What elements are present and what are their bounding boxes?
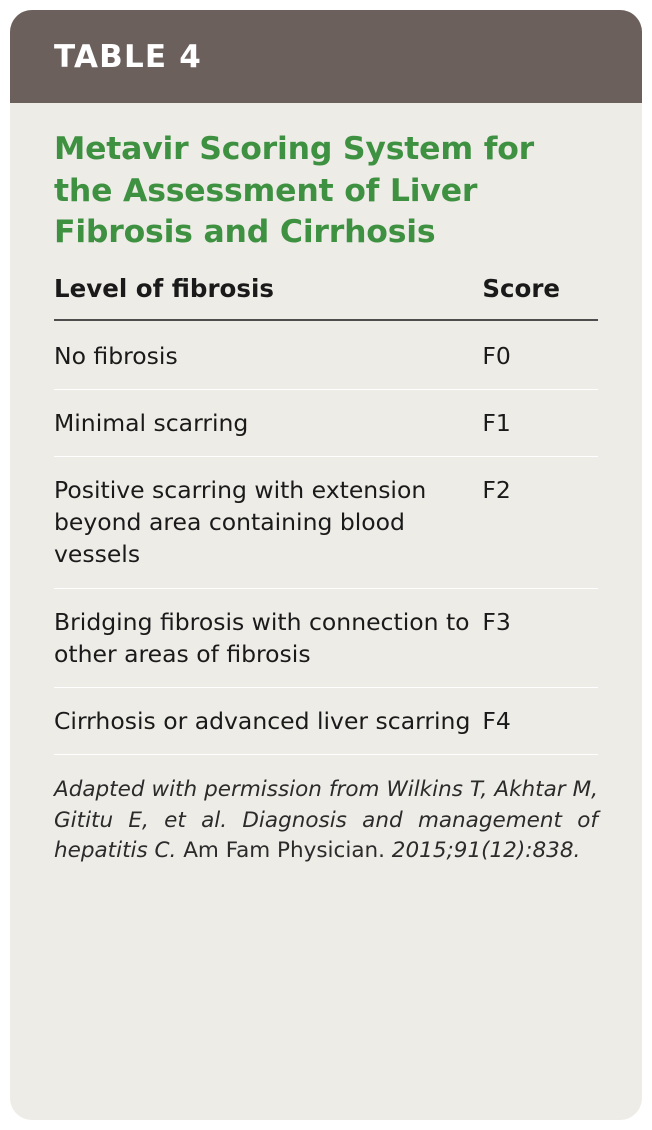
- cell-score: F3: [482, 607, 511, 636]
- table-footnote: [54, 775, 598, 867]
- metavir-score-table: [54, 274, 598, 756]
- footnote-source-text: Adapted with permission from Wilkins T, Akhtar M, Gititu E, et al. Diagnosis and management of hepatitis C.: [54, 777, 598, 864]
- cell-score: F2: [482, 476, 511, 505]
- table-body: [10, 103, 642, 755]
- table-title: Metavir Scoring System for the Assessment of Liver Fibrosis and Cirrhosis: [54, 131, 534, 251]
- table-row: [54, 688, 598, 755]
- column-header-score: Score: [482, 273, 561, 303]
- table-header-bar: [10, 10, 642, 103]
- cell-score: F4: [482, 707, 511, 736]
- table-row: [54, 320, 598, 390]
- footnote-citation: 2015;91(12):838.: [384, 838, 581, 864]
- cell-score: F0: [482, 341, 511, 370]
- table-number-label: TABLE 4: [54, 38, 203, 75]
- cell-level: Minimal scarring: [54, 408, 249, 437]
- cell-level: No fibrosis: [54, 341, 178, 370]
- cell-score: F1: [482, 408, 511, 437]
- table-row: [54, 389, 598, 456]
- table-body-rows: [54, 320, 598, 755]
- cell-level: Bridging fibrosis with connection to other areas of fibrosis: [54, 607, 470, 668]
- column-header-level: Level of fibrosis: [54, 273, 274, 303]
- footnote-journal-name: Am Fam Physician.: [176, 838, 385, 864]
- table-row: [54, 457, 598, 589]
- table-header-row: [54, 274, 598, 320]
- cell-level: Cirrhosis or advanced liver scarring: [54, 707, 471, 736]
- table-head: [54, 274, 598, 320]
- table-row: [54, 588, 598, 687]
- cell-level: Positive scarring with extension beyond area containing blood vessels: [54, 476, 427, 569]
- table-card: [10, 10, 642, 1120]
